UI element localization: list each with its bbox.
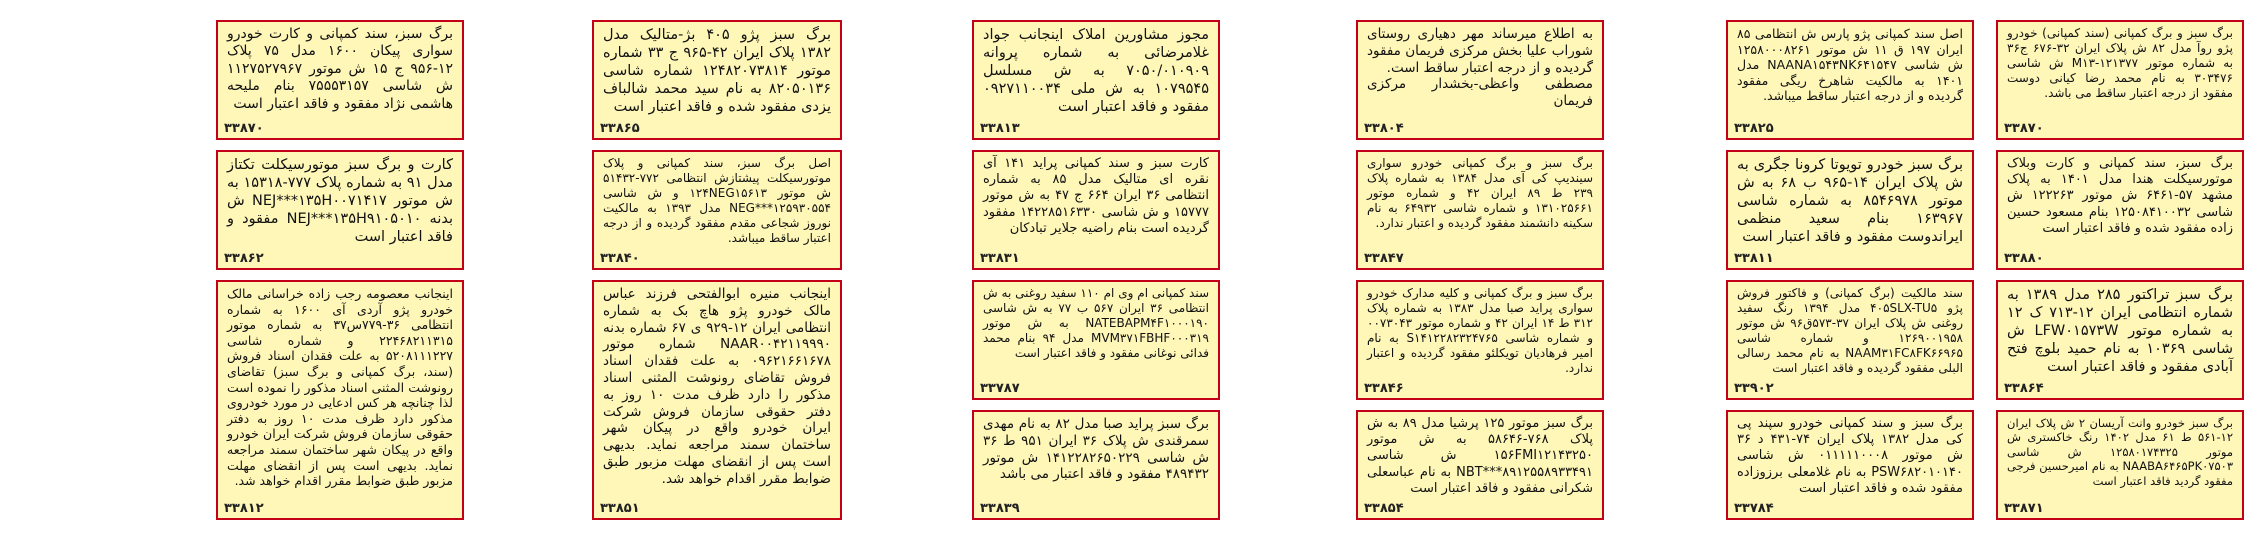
ad-text: کارت سبز و سند کمپانی پراید ۱۴۱ آی نقره ای متالیک مدل ۸۵ به شماره انتظامی ۳۶ ایران ۶۶۴ ج ۴۷ به ش موتور ۱۵۷۷۷ و ش شاسی ۱۴۲۲۸۵۱۶۳۳۰ مفقود گردیده است بنام راضیه جلایر تبادکان bbox=[983, 156, 1210, 236]
ad-text: مجوز مشاورین املاک اینجانب جواد غلامرضائی به شماره پروانه ۷۰۵۰/۰۱۰۹۰۹ به ش مسلسل ۱۰۷۹۵۴۵ به ش ملی ۰۹۲۷۱۱۰۰۳۴ مفقود و فاقد اعتبار است bbox=[983, 27, 1209, 115]
ad-code: ۳۳۸۶۲ bbox=[224, 251, 264, 266]
classified-ad bbox=[592, 20, 842, 140]
classified-ad bbox=[1996, 150, 2244, 270]
classified-ad bbox=[592, 280, 842, 520]
classified-ad bbox=[1356, 280, 1604, 400]
ad-code: ۳۳۸۳۱ bbox=[980, 251, 1020, 266]
ad-code: ۳۳۸۱۲ bbox=[224, 501, 264, 516]
ad-code: ۳۳۸۷۰ bbox=[224, 121, 264, 136]
ad-code: ۳۳۸۶۴ bbox=[2004, 381, 2044, 396]
classified-ad bbox=[1726, 280, 1974, 400]
ad-text: برگ سبز و سند کمپانی خودرو سپند پی کی مدل ۱۳۸۲ پلاک ایران ۷۴-۴۳۱ د ۳۶ ش موتور ۰۱۱۱۱۱۰۰۰۸ ش شاسی PSW۶۸۲۰۱۰۱۴۰ به نام غلامعلی برزوزاده مفقود شده و فاقد اعتبار است bbox=[1737, 416, 1964, 496]
ad-text: برگ سبز و برگ کمپانی و کلیه مدارک خودرو سواری پراید صبا مدل ۱۳۸۳ به شماره پلاک ۳۱۲ ط ۱۴ ایران ۴۲ و شماره موتور ۰۰۷۳۰۴۳ و شماره شاسی S۱۴۱۲۲۸۲۳۲۴۷۶۵ به نام امیر فرهادیان تویکلئو مفقود گردیده و اعتبار ندارد. bbox=[1367, 286, 1593, 375]
classified-ad bbox=[1356, 150, 1604, 270]
ad-text: اصل سند کمپانی پژو پارس ش انتظامی ۸۵ ایران ۱۹۷ ق ۱۱ ش موتور ۱۲۵۸۰۰۰۸۲۶۱ ش شاسی NAANA۱۵۴۳NK۶۴۱۵۴۷ مدل ۱۴۰۱ به مالکیت شاهرخ ریگی مفقود گردیده و از درجه اعتبار ساقط میباشد. bbox=[1737, 26, 1963, 104]
ad-text: اینجانب منیره ابوالفتحی فرزند عباس مالک خودرو پژو هاچ بک به شماره انتظامی ایران ۱۲-۹۲۹ ی ۶۷ شماره بدنه NAAR۰۰۴۲۱۱۹۹۹۰ شماره موتور ۰۹۶۲۱۶۶۱۶۷۸ به علت فقدان اسناد فروش تقاضای رونوشت المثنی اسناد مذکور را دارد ظرف مدت ۱۰ روز به دفتر حقوقی سازمان فروش شرکت ایران خودرو واقع در پیکان شهر ساختمان سمند مراجعه نماید. بدیهی است پس از انقضای مهلت مزبور طبق ضوابط مقرر اقدام خواهد شد. bbox=[603, 286, 831, 487]
ad-text: کارت و برگ سبز موتورسیکلت تکتاز مدل ۹۱ به شماره پلاک ۷۷۷-۱۵۳۱۸ به ش موتور NEJ***۱۳۵H۰۰۷۱۴۱۷ ش بدنه NEJ***۱۳۵H۹۱۰۵۰۱۰ مفقود و فاقد اعتبار است bbox=[227, 157, 454, 245]
ad-code: ۳۳۸۱۳ bbox=[980, 121, 1020, 136]
classified-ad bbox=[1996, 410, 2244, 520]
ad-text: اینجانب معصومه رجب زاده خراسانی مالک خودرو پژو آردی آی ۱۶۰۰ به شماره انتظامی ۳۶-۷۷۹س۳۷ به شماره موتور ۲۲۴۶۸۲۱۱۳۱۵ و شماره شاسی ۵۲۰۸۱۱۱۲۲۷ به علت فقدان اسناد فروش (سند، برگ کمپانی و برگ سبز) تقاضای رونوشت المثنی اسناد مذکور را نموده است لذا چنانچه هر کس ادعایی در مورد خودروی مذکور دارد ظرف مدت ۱۰ روز به دفتر حقوقی سازمان فروش شرکت ایران خودرو واقع در پیکان شهر ساختمان سمند مراجعه نماید. بدیهی است پس از انقضای مهلت مزبور طبق ضوابط مقرر اقدام خواهد شد. bbox=[227, 286, 453, 489]
classified-ad bbox=[1356, 20, 1604, 140]
ad-code: ۳۳۸۵۴ bbox=[1364, 501, 1404, 516]
classified-ad bbox=[1726, 20, 1974, 140]
classified-ad bbox=[592, 150, 842, 270]
ad-text: برگ سبز و برگ کمپانی (سند کمپانی) خودرو پژو روآ مدل ۸۲ ش پلاک ایران ۳۲-۶۷۶ ج۳۶ به شماره موتور ۱۲۱۳۷۷-M۱۳ ش شاسی ۳۰۳۴۷۶ به نام محمد رضا کیانی دوست مفقود از درجه اعتبار ساقط می باشد. bbox=[2007, 26, 2234, 100]
ad-text: برگ سبز، سند کمپانی و کارت خودرو سواری پیکان ۱۶۰۰ مدل ۷۵ پلاک ۱۲-۹۵۶ ج ۱۵ ش موتور ۱۱۲۷۵۲۷۹۶۷ ش شاسی ۷۵۵۵۳۱۵۷ بنام ملیحه هاشمی نژاد مفقود و فاقد اعتبار است bbox=[227, 26, 454, 112]
ad-code: ۳۳۸۴۶ bbox=[1364, 381, 1404, 396]
classified-ad bbox=[1356, 410, 1604, 520]
classified-ad bbox=[972, 410, 1220, 520]
ad-text: اصل برگ سبز، سند کمپانی و پلاک موتورسیکلت پیشتازش انتظامی ۷۷۲-۵۱۴۳۲ ش موتور ۱۲۴NEG۱۵۶۱۳ و ش شاسی NEG***۱۲۵۹۳۰۵۵۴ مدل ۱۳۹۳ به مالکیت نوروز شجاعی مقدم مفقود گردیده و از درجه اعتبار ساقط میباشد. bbox=[603, 156, 831, 245]
ad-code: ۳۳۸۶۵ bbox=[600, 121, 640, 136]
ad-code: ۳۳۹۰۲ bbox=[1734, 381, 1774, 396]
classified-ad bbox=[972, 150, 1220, 270]
classified-ad bbox=[216, 20, 464, 140]
ad-code: ۳۳۸۸۰ bbox=[2004, 251, 2044, 266]
classified-ad bbox=[1996, 280, 2244, 400]
ad-code: ۳۳۸۴۷ bbox=[1364, 251, 1404, 266]
ad-code: ۳۳۸۴۰ bbox=[600, 251, 640, 266]
ad-text: سند کمپانی ام وی ام ۱۱۰ سفید روغنی به ش انتظامی ۳۶ ایران ۵۶۷ ب ۷۷ به ش شاسی NATEBAPM۴F۱۰۰۰۱۹۰ به ش موتور MVM۳۷۱FBHF۰۰۰۳۱۹ مدل ۹۴ بنام محمد فدائی نوغانی مفقود و فاقد اعتبار است bbox=[983, 286, 1210, 360]
classified-ad bbox=[972, 280, 1220, 400]
ad-text: به اطلاع میرساند مهر دهیاری روستای شوراب علیا بخش مرکزی فریمان مفقود گردیده و از درجه اعتبار ساقط است. مصطفی واعظی-بخشدار مرکزی فریمان bbox=[1367, 26, 1593, 110]
ad-text: برگ سبز خودرو تویوتا کرونا جگری به ش پلاک ایران ۱۴-۹۶۵ ب ۶۸ به ش موتور ۸۵۴۶۹۷۸ به شماره شاسی ۱۶۳۹۶۷ بنام سعید منظمی ایراندوست مفقود و فاقد اعتبار است bbox=[1737, 157, 1963, 245]
ad-text: سند مالکیت (برگ کمپانی) و فاکتور فروش پژو ۴۰۵SLX-TU۵ مدل ۱۳۹۴ رنگ سفید روغنی ش پلاک ایران ۳۷-۵۷۳ق۹۶ ش موتور ۱۲۶۹۰۰۱۹۵۸ و شماره شاسی NAAM۳۱FC۸FK۶۶۹۶۵ به نام محمد رسالی البلی مفقود گردیده و فاقد اعتبار است bbox=[1737, 286, 1963, 375]
classified-ad bbox=[1726, 410, 1974, 520]
ad-text: برگ سبز خودرو وانت آریسان ۲ ش پلاک ایران ۱۲-۵۶۱ ط ۶۱ مدل ۱۴۰۲ رنگ خاکستری ش موتور ۱۲۵۸۰۱۷۴۳۲۵ ش شاسی NAABA۶۴۶۵PK۰۷۵۰۳ به نام امیرحسین فرجی مفقود گردید فاقد اعتبار است bbox=[2007, 416, 2233, 488]
ad-code: ۳۳۸۷۱ bbox=[2004, 501, 2044, 516]
ad-text: برگ سبز، سند کمپانی و کارت وبلاک موتورسیکلت هندا مدل ۱۴۰۱ به پلاک مشهد ۵۷-۶۴۶۱ ش موتور ۱۲۲۲۶۳ ش شاسی ۱۲۵۰۸۴۱۰۰۳۲ بنام مسعود حسین زاده مفقود شده و فاقد اعتبار است bbox=[2007, 156, 2233, 236]
ad-text: برگ سبز تراکتور ۲۸۵ مدل ۱۳۸۹ به شماره انتظامی ایران ۱۲-۷۱۳ ک ۱۲ به شماره موتور LFW۰۱۵۷۳W ش شاسی ۱۰۳۶۹ به نام حمید بلوچ فتح آبادی مفقود و فاقد اعتبار است bbox=[2007, 287, 2234, 375]
classified-ad bbox=[972, 20, 1220, 140]
ad-text: برگ سبز پژو ۴۰۵ بژ-متالیک مدل ۱۳۸۲ پلاک ایران ۴۲-۹۶۵ ج ۳۳ شماره موتور ۱۲۴۸۲۰۷۳۸۱۴ شماره شاسی ۸۲۰۵۰۱۳۶ به نام سید محمد شالباف یزدی مفقود شده و فاقد اعتبار است bbox=[603, 27, 831, 115]
ad-text: برگ سبز پراید صبا مدل ۸۲ به نام مهدی سمرقندی ش پلاک ۳۶ ایران ۹۵۱ ط ۳۶ ش شاسی ۱۴۱۲۲۸۲۶۵۰۲۲۹ ش موتور ۴۸۹۴۳۲ مفقود و فاقد اعتبار می باشد bbox=[983, 416, 1209, 483]
ad-code: ۳۳۸۳۹ bbox=[980, 501, 1020, 516]
ad-text: برگ سبز موتور ۱۲۵ پرشیا مدل ۸۹ به ش پلاک ۷۶۸-۵۸۶۴۶ به ش موتور ۱۵۶FMI۱۲۱۴۳۲۵۰ ش شاسی NBT***۸۹۱۲۵۵۸۹۳۳۴۹۱ به نام عباسعلی شکرانی مفقود و فاقد اعتبار است bbox=[1367, 416, 1593, 496]
classified-ad bbox=[1726, 150, 1974, 270]
ad-code: ۳۳۷۸۷ bbox=[980, 381, 1020, 396]
classified-ad bbox=[1996, 20, 2244, 140]
ad-text: برگ سبز و برگ کمپانی خودرو سواری سیندیپ کی آی مدل ۱۳۸۴ به شماره پلاک ۲۳۹ ط ۸۹ ایران ۴۲ و شماره موتور ۱۳۱۰۲۵۶۶۱ و شماره شاسی ۶۴۹۳۲ به نام سکینه دانشمند مفقود گردیده و اعتبار ندارد. bbox=[1367, 156, 1593, 230]
classified-ad bbox=[216, 280, 464, 520]
ad-code: ۳۳۸۲۵ bbox=[1734, 121, 1774, 136]
classified-ad bbox=[216, 150, 464, 270]
ad-code: ۳۳۸۷۰ bbox=[2004, 121, 2044, 136]
ad-code: ۳۳۸۰۴ bbox=[1364, 121, 1404, 136]
ad-code: ۳۳۷۸۴ bbox=[1734, 501, 1774, 516]
ad-code: ۳۳۸۱۱ bbox=[1734, 251, 1774, 266]
ad-code: ۳۳۸۵۱ bbox=[600, 501, 640, 516]
